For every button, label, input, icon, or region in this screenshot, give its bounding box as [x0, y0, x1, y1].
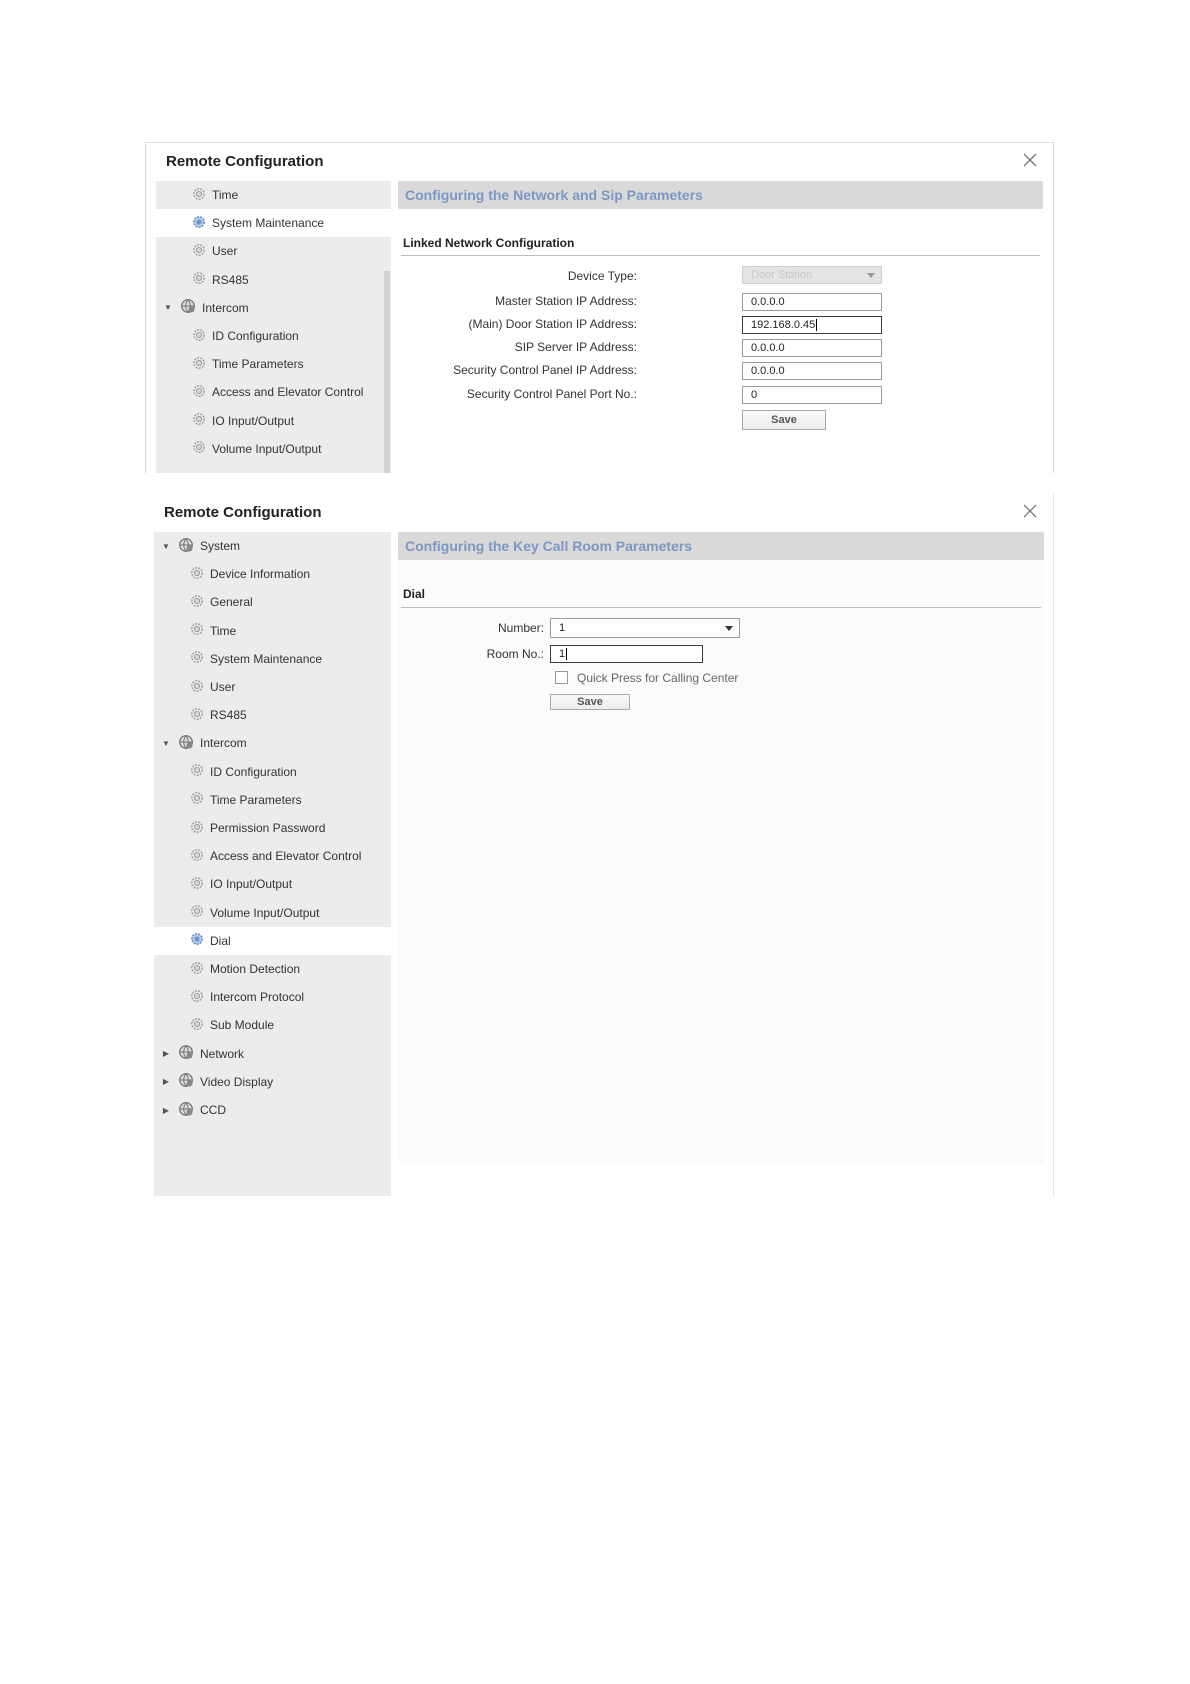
sidebar-item-label: ID Configuration — [210, 764, 297, 779]
group-title: Dial — [403, 587, 426, 601]
gear-icon — [192, 328, 206, 345]
sidebar-item-io-input-output[interactable] — [154, 870, 391, 898]
group-divider — [401, 255, 1040, 256]
sidebar-item-permission-password[interactable] — [154, 814, 391, 842]
gear-icon — [192, 356, 206, 373]
sidebar-item-general[interactable] — [154, 588, 391, 616]
sidebar-item-label: Dial — [210, 933, 231, 948]
sidebar-item-volume-input-output[interactable] — [154, 899, 391, 927]
gear-icon — [190, 876, 204, 893]
remote-configuration-window-dial — [144, 494, 1054, 1196]
gear-icon — [192, 187, 206, 204]
device-type-select[interactable] — [742, 266, 882, 284]
door-station-ip-value: 192.168.0.45 — [751, 319, 816, 331]
sidebar-item-volume-input-output[interactable] — [156, 435, 391, 463]
gear-icon — [192, 412, 206, 429]
gear-icon — [192, 440, 206, 457]
security-panel-ip-label: Security Control Panel IP Address: — [453, 363, 637, 377]
gear-icon — [190, 791, 204, 808]
sidebar-item-id-configuration[interactable] — [154, 758, 391, 786]
remote-configuration-window-network — [145, 142, 1054, 473]
sidebar-item-label: IO Input/Output — [210, 877, 293, 892]
gear-icon — [190, 904, 204, 921]
sidebar-item-time-parameters[interactable] — [154, 786, 391, 814]
sidebar-item-time[interactable] — [156, 181, 391, 209]
globe-icon — [178, 1044, 194, 1063]
sidebar-item-label: Access and Elevator Control — [212, 385, 364, 400]
door-station-ip-input[interactable] — [742, 316, 882, 334]
device-type-value: Door Station — [751, 269, 813, 281]
sidebar-item-label: Time Parameters — [210, 792, 302, 807]
gear-icon — [190, 989, 204, 1006]
collapse-arrow-icon[interactable]: ▶ — [162, 1049, 170, 1059]
sidebar-item-label: System — [200, 539, 241, 554]
key-call-room-panel — [398, 532, 1044, 1164]
chevron-down-icon — [867, 273, 875, 278]
gear-icon — [192, 215, 206, 232]
sidebar-item-label: Access and Elevator Control — [210, 849, 362, 864]
sidebar-item-label: General — [210, 595, 253, 610]
config-tree-sidebar — [154, 532, 391, 1196]
text-caret — [566, 648, 567, 660]
sidebar-item-label: Network — [200, 1046, 245, 1061]
door-station-ip-label: (Main) Door Station IP Address: — [468, 317, 637, 331]
sidebar-item-id-configuration[interactable] — [156, 322, 391, 350]
save-button[interactable]: Save — [742, 410, 826, 430]
expand-arrow-icon[interactable]: ▼ — [162, 541, 170, 551]
sidebar-item-label: Volume Input/Output — [210, 905, 320, 920]
sidebar-item-label: IO Input/Output — [212, 413, 295, 428]
sidebar-item-time-parameters[interactable] — [156, 350, 391, 378]
sidebar-item-label: Sub Module — [210, 1018, 275, 1033]
sidebar-item-label: ID Configuration — [212, 329, 299, 344]
sidebar-item-system-maintenance[interactable] — [154, 645, 391, 673]
sidebar-item-access-and-elevator-control[interactable] — [154, 842, 391, 870]
section-header — [398, 532, 1044, 560]
sidebar-item-device-information[interactable] — [154, 560, 391, 588]
security-panel-port-label: Security Control Panel Port No.: — [466, 387, 637, 401]
window-title: Remote Configuration — [166, 153, 324, 170]
sidebar-item-label: Time — [212, 188, 239, 203]
globe-icon — [178, 1072, 194, 1091]
section-title: Configuring the Key Call Room Parameters — [405, 538, 693, 554]
sip-server-ip-label: SIP Server IP Address: — [514, 340, 637, 354]
sidebar-item-label: User — [210, 680, 236, 695]
sidebar-item-user[interactable] — [156, 237, 391, 265]
gear-icon — [190, 707, 204, 724]
number-value: 1 — [559, 622, 566, 634]
room-no-value: 1 — [559, 648, 566, 660]
sidebar-item-label: RS485 — [212, 272, 249, 287]
gear-icon — [190, 566, 204, 583]
sidebar-item-label: Permission Password — [210, 821, 326, 836]
sip-server-ip-input[interactable]: 0.0.0.0 — [742, 339, 882, 357]
globe-icon — [178, 734, 194, 753]
sidebar-item-video-display[interactable] — [154, 1068, 391, 1096]
sidebar-item-label: Time Parameters — [212, 357, 304, 372]
chevron-down-icon — [725, 626, 733, 631]
gear-icon — [190, 932, 204, 949]
sidebar-item-motion-detection[interactable] — [154, 955, 391, 983]
window-title: Remote Configuration — [164, 504, 322, 521]
room-no-input[interactable] — [550, 645, 703, 663]
sidebar-item-access-and-elevator-control[interactable] — [156, 378, 391, 406]
gear-icon — [192, 384, 206, 401]
section-title: Configuring the Network and Sip Parameters — [405, 187, 703, 203]
gear-icon — [190, 650, 204, 667]
sidebar-item-sub-module[interactable] — [154, 1011, 391, 1039]
sidebar-item-label: Intercom Protocol — [210, 990, 305, 1005]
sidebar-item-dial[interactable] — [154, 927, 391, 955]
sidebar-item-rs485[interactable] — [156, 266, 391, 294]
config-tree-sidebar — [156, 181, 391, 473]
save-button[interactable]: Save — [550, 694, 630, 710]
sidebar-item-label: Intercom — [200, 736, 247, 751]
sidebar-item-label: Intercom — [202, 300, 249, 315]
expand-arrow-icon[interactable]: ▼ — [162, 738, 170, 748]
gear-icon — [192, 243, 206, 260]
room-no-label: Room No.: — [486, 647, 544, 661]
sidebar-item-system[interactable] — [154, 532, 391, 560]
master-station-ip-label: Master Station IP Address: — [495, 294, 637, 308]
sidebar-item-rs485[interactable] — [154, 701, 391, 729]
sidebar-item-label: Device Information — [210, 567, 311, 582]
sidebar-item-label: System Maintenance — [212, 216, 325, 231]
globe-icon — [180, 298, 196, 317]
gear-icon — [190, 1017, 204, 1034]
gear-icon — [190, 679, 204, 696]
close-icon[interactable] — [1021, 151, 1039, 169]
device-type-label: Device Type: — [567, 269, 637, 283]
sidebar-item-label: System Maintenance — [210, 651, 323, 666]
group-title: Linked Network Configuration — [403, 236, 575, 250]
text-caret — [816, 319, 817, 331]
gear-icon — [190, 820, 204, 837]
globe-icon — [178, 537, 194, 556]
sidebar-item-io-input-output[interactable] — [156, 407, 391, 435]
close-icon[interactable] — [1021, 502, 1039, 520]
sidebar-item-intercom-protocol[interactable] — [154, 983, 391, 1011]
gear-icon — [190, 961, 204, 978]
sidebar-item-label: RS485 — [210, 708, 247, 723]
collapse-arrow-icon[interactable]: ▶ — [162, 1105, 170, 1115]
sidebar-item-label: CCD — [200, 1103, 226, 1118]
sidebar-item-label: Volume Input/Output — [212, 441, 322, 456]
expand-arrow-icon[interactable]: ▼ — [164, 303, 172, 313]
sidebar-item-network[interactable] — [154, 1040, 391, 1068]
sidebar-item-intercom[interactable] — [156, 294, 391, 322]
security-panel-ip-input[interactable]: 0.0.0.0 — [742, 362, 882, 380]
number-label: Number: — [497, 621, 544, 635]
gear-icon — [192, 271, 206, 288]
gear-icon — [190, 848, 204, 865]
sidebar-item-label: Motion Detection — [210, 962, 301, 977]
network-sip-panel — [398, 181, 1043, 473]
security-panel-port-input[interactable]: 0 — [742, 386, 882, 404]
quick-press-label: Quick Press for Calling Center — [577, 671, 739, 685]
number-select[interactable] — [550, 618, 740, 638]
sidebar-item-system-maintenance[interactable] — [156, 209, 391, 237]
gear-icon — [190, 763, 204, 780]
master-station-ip-input[interactable]: 0.0.0.0 — [742, 293, 882, 311]
gear-icon — [190, 594, 204, 611]
sidebar-item-label: User — [212, 244, 238, 259]
globe-icon — [178, 1101, 194, 1120]
group-divider — [401, 607, 1041, 608]
quick-press-checkbox[interactable] — [555, 671, 568, 684]
sidebar-item-ccd[interactable] — [154, 1096, 391, 1124]
sidebar-item-label: Time — [210, 623, 237, 638]
sidebar-item-intercom[interactable] — [154, 729, 391, 757]
sidebar-item-user[interactable] — [154, 673, 391, 701]
collapse-arrow-icon[interactable]: ▶ — [162, 1077, 170, 1087]
section-header — [398, 181, 1043, 209]
sidebar-item-label: Video Display — [200, 1074, 274, 1089]
sidebar-item-time[interactable] — [154, 617, 391, 645]
gear-icon — [190, 622, 204, 639]
